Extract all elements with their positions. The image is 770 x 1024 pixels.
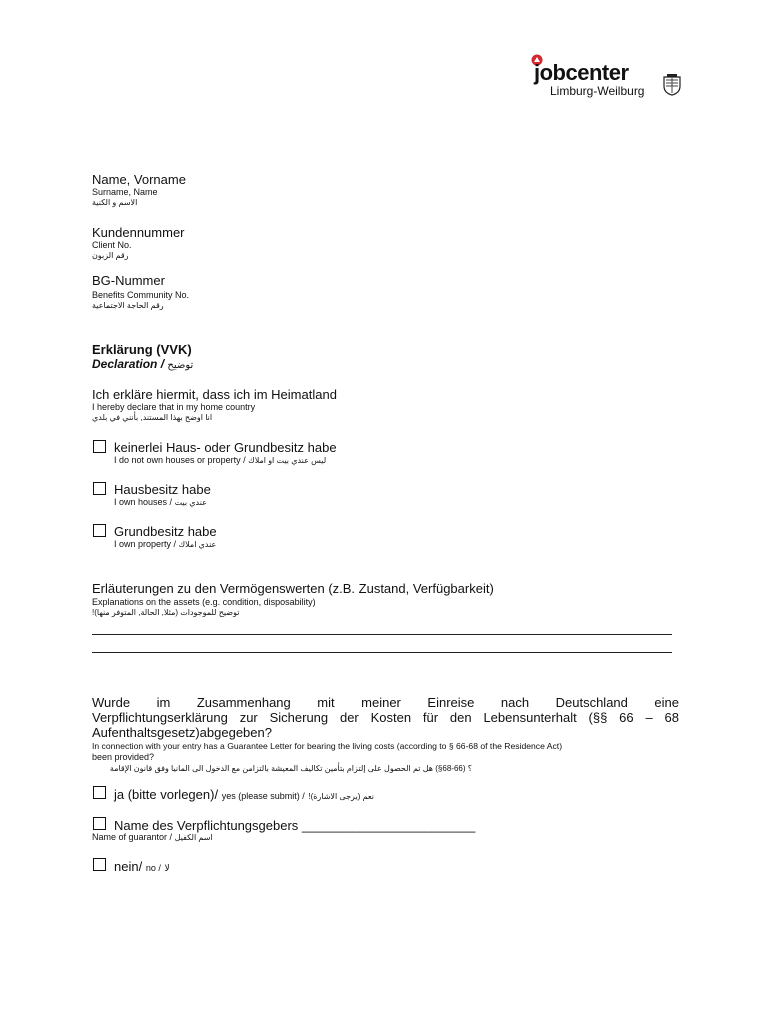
guarantor-label-de: Name des Verpflichtungsgebers ________________________	[114, 818, 476, 833]
guarantor-label-ar: اسم الكفيل	[174, 833, 213, 842]
assets-answer-line-2[interactable]	[92, 652, 672, 653]
house-owner-label-en-ar	[114, 497, 207, 508]
intro-de: Ich erkläre hiermit, dass ich im Heimatland	[92, 387, 337, 402]
assets-label-en: Explanations on the assets (e.g. condition, disposability)	[92, 597, 316, 607]
assets-label-de: Erläuterungen zu den Vermögenswerten (z.B. Zustand, Verfügbarkeit)	[92, 581, 494, 596]
client-label-ar: رقم الزبون	[92, 251, 129, 260]
intro-ar: انا اوضح بهذا المستند, بأنني في بلدي	[92, 413, 213, 422]
guarantor-label-en: Name of guarantor /	[92, 832, 173, 842]
property-owner-label-de: Grundbesitz habe	[114, 524, 217, 539]
guarantee-question-en-2: been provided?	[92, 752, 155, 762]
no-label-de: nein/	[114, 859, 143, 874]
guarantee-question-en-1: In connection with your entry has a Guarantee Letter for bearing the living costs (according to § 66-68 of the Residence Act)	[92, 741, 563, 751]
guarantee-question-ar: ؟ (66-68§) هل تم الحصول على إلتزام بتأمين تكاليف المعيشة بالتزامن مع الدخول الى المانيا وفق قانون الإقامة	[109, 764, 472, 773]
logo-region: Limburg-Weilburg	[550, 84, 645, 98]
jobcenter-logo	[530, 52, 690, 102]
no-property-label-de: keinerlei Haus- oder Grundbesitz habe	[114, 440, 337, 455]
no-property-checkbox[interactable]	[93, 440, 106, 453]
declaration-subtitle-ar: توضيح	[167, 360, 194, 371]
property-owner-label-en-ar	[114, 539, 216, 550]
property-owner-checkbox[interactable]	[93, 524, 106, 537]
name-label-de: Name, Vorname	[92, 172, 186, 187]
yes-label-de: ja (bitte vorlegen)/	[114, 787, 219, 802]
no-label-ar: لا	[164, 863, 170, 873]
declaration-subtitle	[92, 357, 193, 373]
guarantor-checkbox[interactable]	[93, 817, 106, 830]
house-owner-label-ar: عندي بيت	[174, 498, 207, 507]
property-owner-label-en: I own property /	[114, 539, 177, 549]
no-property-label-en-ar	[114, 455, 326, 466]
guarantee-question-line-1: Wurde im Zusammenhang mit meiner Einreise nach Deutschland eine	[92, 695, 679, 710]
bg-label-ar: رقم الحاجة الاجتماعية	[92, 301, 164, 310]
intro-en: I hereby declare that in my home country	[92, 402, 256, 412]
declaration-subtitle-en: Declaration /	[92, 357, 165, 371]
guarantee-question-line-2: Verpflichtungserklärung zur Sicherung der Kosten für den Lebensunterhalt (§§ 66 – 68	[92, 710, 679, 725]
logo-brand: jobcenter	[534, 60, 629, 85]
no-label-en: no /	[145, 863, 161, 873]
name-label-ar: الاسم و الكنية	[92, 198, 138, 207]
client-label-en: Client No.	[92, 240, 132, 250]
guarantor-label-en-ar	[92, 832, 213, 843]
bg-label-de: BG-Nummer	[92, 273, 165, 288]
name-label-en: Surname, Name	[92, 187, 158, 197]
yes-label-ar: نعم (يرجى الاشارة)!	[308, 792, 374, 801]
property-owner-label-ar: عندي املاك	[178, 540, 217, 549]
yes-label	[114, 787, 374, 804]
house-owner-checkbox[interactable]	[93, 482, 106, 495]
declaration-title: Erklärung (VVK)	[92, 342, 192, 357]
no-property-label-ar: ليس عندي بيت او املاك	[248, 456, 327, 465]
house-owner-label-en: I own houses /	[114, 497, 173, 507]
client-label-de: Kundennummer	[92, 225, 185, 240]
assets-label-ar: توضيح للموجودات (مثلا, الحالة, المتوفر منها)!	[92, 608, 240, 617]
assets-answer-line-1[interactable]	[92, 634, 672, 635]
no-label	[114, 859, 170, 876]
bg-label-en: Benefits Community No.	[92, 290, 190, 300]
house-owner-label-de: Hausbesitz habe	[114, 482, 211, 497]
guarantee-question-line-3: Aufenthaltsgesetz)abgegeben?	[92, 725, 272, 740]
yes-label-en: yes (please submit) /	[221, 791, 305, 801]
no-property-label-en: I do not own houses or property /	[114, 455, 246, 465]
no-checkbox[interactable]	[93, 858, 106, 871]
coat-of-arms-icon	[662, 74, 682, 96]
yes-checkbox[interactable]	[93, 786, 106, 799]
